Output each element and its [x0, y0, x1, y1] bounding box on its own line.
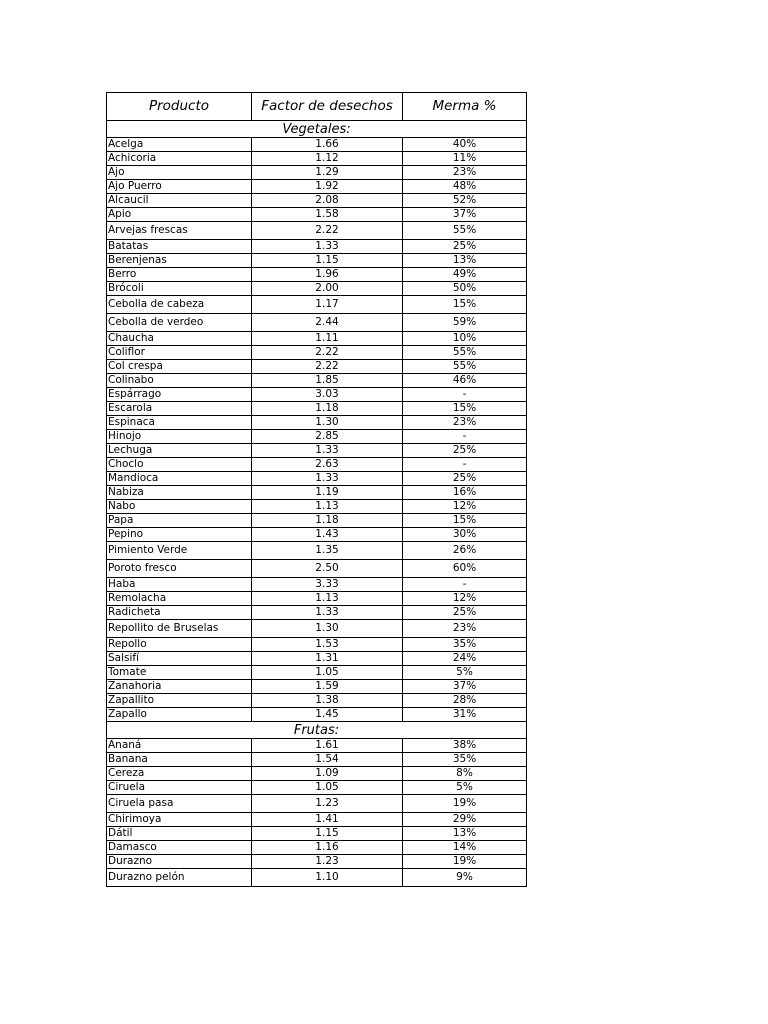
header-row: [107, 93, 527, 121]
table-row: [107, 208, 527, 222]
table-row: [107, 486, 527, 500]
table-row: [107, 314, 527, 332]
waste-factor-cell: 1.66: [252, 138, 403, 152]
product-name-cell: Durazno: [107, 855, 252, 869]
product-name-cell: Nabo: [107, 500, 252, 514]
product-name-cell: Durazno pelón: [107, 869, 252, 887]
table-row: [107, 620, 527, 638]
shrinkage-percent-cell: 48%: [403, 180, 527, 194]
shrinkage-percent-cell: 35%: [403, 753, 527, 767]
waste-factor-cell: 1.58: [252, 208, 403, 222]
product-name-cell: Escarola: [107, 402, 252, 416]
product-name-cell: Colinabo: [107, 374, 252, 388]
shrinkage-percent-cell: 11%: [403, 152, 527, 166]
shrinkage-percent-cell: -: [403, 458, 527, 472]
table-row: [107, 652, 527, 666]
shrinkage-percent-cell: 25%: [403, 240, 527, 254]
header-merma: Merma %: [403, 93, 527, 121]
product-name-cell: Chaucha: [107, 332, 252, 346]
waste-factor-cell: 1.33: [252, 472, 403, 486]
product-name-cell: Tomate: [107, 666, 252, 680]
shrinkage-percent-cell: -: [403, 430, 527, 444]
product-name-cell: Zapallo: [107, 708, 252, 722]
table-row: [107, 795, 527, 813]
table-row: [107, 472, 527, 486]
table-row: [107, 222, 527, 240]
product-name-cell: Pepino: [107, 528, 252, 542]
table-row: [107, 781, 527, 795]
table-row: [107, 869, 527, 887]
table-row: [107, 855, 527, 869]
table-row: [107, 296, 527, 314]
product-name-cell: Radicheta: [107, 606, 252, 620]
product-name-cell: Cereza: [107, 767, 252, 781]
product-name-cell: Repollo: [107, 638, 252, 652]
product-name-cell: Ciruela: [107, 781, 252, 795]
table-row: [107, 560, 527, 578]
shrinkage-percent-cell: 25%: [403, 444, 527, 458]
product-name-cell: Arvejas frescas: [107, 222, 252, 240]
table-row: [107, 606, 527, 620]
product-name-cell: Apio: [107, 208, 252, 222]
waste-factor-cell: 1.33: [252, 444, 403, 458]
waste-factor-cell: 1.23: [252, 795, 403, 813]
product-name-cell: Haba: [107, 578, 252, 592]
waste-factor-cell: 2.63: [252, 458, 403, 472]
waste-factor-cell: 1.29: [252, 166, 403, 180]
product-name-cell: Berro: [107, 268, 252, 282]
shrinkage-percent-cell: 25%: [403, 472, 527, 486]
product-name-cell: Dátil: [107, 827, 252, 841]
table-row: [107, 166, 527, 180]
waste-factor-cell: 2.22: [252, 222, 403, 240]
waste-factor-cell: 1.96: [252, 268, 403, 282]
shrinkage-percent-cell: 59%: [403, 314, 527, 332]
shrinkage-percent-cell: 23%: [403, 166, 527, 180]
table-row: [107, 430, 527, 444]
shrinkage-percent-cell: 15%: [403, 402, 527, 416]
product-name-cell: Lechuga: [107, 444, 252, 458]
product-name-cell: Espárrago: [107, 388, 252, 402]
shrinkage-percent-cell: 5%: [403, 666, 527, 680]
waste-factor-cell: 1.61: [252, 739, 403, 753]
section-row: [107, 121, 527, 138]
product-name-cell: Cebolla de cabeza: [107, 296, 252, 314]
header-producto: Producto: [107, 93, 252, 121]
shrinkage-percent-cell: 23%: [403, 416, 527, 430]
table-row: [107, 416, 527, 430]
product-name-cell: Cebolla de verdeo: [107, 314, 252, 332]
shrinkage-percent-cell: 55%: [403, 346, 527, 360]
shrinkage-percent-cell: 9%: [403, 869, 527, 887]
table-row: [107, 542, 527, 560]
product-name-cell: Berenjenas: [107, 254, 252, 268]
product-name-cell: Remolacha: [107, 592, 252, 606]
shrinkage-percent-cell: 29%: [403, 813, 527, 827]
table-row: [107, 268, 527, 282]
shrinkage-percent-cell: 13%: [403, 827, 527, 841]
waste-factor-cell: 1.18: [252, 402, 403, 416]
shrinkage-percent-cell: -: [403, 388, 527, 402]
section-title: Vegetales:: [107, 121, 527, 138]
shrinkage-percent-cell: 50%: [403, 282, 527, 296]
waste-factor-cell: 1.53: [252, 638, 403, 652]
shrinkage-percent-cell: 37%: [403, 208, 527, 222]
product-name-cell: Alcaucil: [107, 194, 252, 208]
product-name-cell: Zapallito: [107, 694, 252, 708]
waste-factor-cell: 1.45: [252, 708, 403, 722]
product-name-cell: Pimiento Verde: [107, 542, 252, 560]
product-name-cell: Ciruela pasa: [107, 795, 252, 813]
product-name-cell: Poroto fresco: [107, 560, 252, 578]
waste-factor-cell: 1.19: [252, 486, 403, 500]
product-name-cell: Choclo: [107, 458, 252, 472]
table-row: [107, 666, 527, 680]
shrinkage-percent-cell: 5%: [403, 781, 527, 795]
shrinkage-percent-cell: -: [403, 578, 527, 592]
shrinkage-percent-cell: 12%: [403, 592, 527, 606]
waste-factor-cell: 1.41: [252, 813, 403, 827]
shrinkage-percent-cell: 24%: [403, 652, 527, 666]
shrinkage-percent-cell: 31%: [403, 708, 527, 722]
product-name-cell: Achicoria: [107, 152, 252, 166]
table-row: [107, 680, 527, 694]
waste-factor-cell: 1.12: [252, 152, 403, 166]
waste-factor-cell: 1.17: [252, 296, 403, 314]
shrinkage-percent-cell: 35%: [403, 638, 527, 652]
waste-factor-cell: 2.08: [252, 194, 403, 208]
waste-factor-cell: 1.13: [252, 592, 403, 606]
shrinkage-percent-cell: 19%: [403, 855, 527, 869]
waste-factor-cell: 1.15: [252, 827, 403, 841]
waste-factor-cell: 1.33: [252, 240, 403, 254]
table-row: [107, 282, 527, 296]
waste-factor-cell: 1.18: [252, 514, 403, 528]
shrinkage-percent-cell: 38%: [403, 739, 527, 753]
shrinkage-percent-cell: 10%: [403, 332, 527, 346]
shrinkage-percent-cell: 14%: [403, 841, 527, 855]
shrinkage-percent-cell: 28%: [403, 694, 527, 708]
shrinkage-percent-cell: 15%: [403, 296, 527, 314]
table-row: [107, 254, 527, 268]
waste-factor-cell: 1.35: [252, 542, 403, 560]
shrinkage-percent-cell: 55%: [403, 222, 527, 240]
product-name-cell: Ajo: [107, 166, 252, 180]
table-row: [107, 694, 527, 708]
shrinkage-percent-cell: 26%: [403, 542, 527, 560]
table-row: [107, 739, 527, 753]
waste-factor-cell: 1.33: [252, 606, 403, 620]
waste-factor-cell: 2.00: [252, 282, 403, 296]
header-factor: Factor de desechos: [252, 93, 403, 121]
table-row: [107, 592, 527, 606]
shrinkage-percent-cell: 13%: [403, 254, 527, 268]
table-row: [107, 180, 527, 194]
table-row: [107, 638, 527, 652]
shrinkage-percent-cell: 37%: [403, 680, 527, 694]
waste-factor-cell: 2.22: [252, 346, 403, 360]
product-name-cell: Ajo Puerro: [107, 180, 252, 194]
shrinkage-percent-cell: 16%: [403, 486, 527, 500]
shrinkage-percent-cell: 40%: [403, 138, 527, 152]
waste-factor-cell: 1.54: [252, 753, 403, 767]
table-row: [107, 444, 527, 458]
waste-factor-cell: 1.13: [252, 500, 403, 514]
table-row: [107, 827, 527, 841]
shrinkage-percent-cell: 15%: [403, 514, 527, 528]
shrinkage-percent-cell: 23%: [403, 620, 527, 638]
shrinkage-percent-cell: 55%: [403, 360, 527, 374]
section-title: Frutas:: [107, 722, 527, 739]
product-name-cell: Repollito de Bruselas: [107, 620, 252, 638]
shrinkage-percent-cell: 8%: [403, 767, 527, 781]
product-name-cell: Nabiza: [107, 486, 252, 500]
waste-factor-cell: 3.03: [252, 388, 403, 402]
table-row: [107, 152, 527, 166]
waste-factor-cell: 1.05: [252, 666, 403, 680]
waste-factor-cell: 2.22: [252, 360, 403, 374]
shrinkage-percent-cell: 25%: [403, 606, 527, 620]
shrinkage-percent-cell: 46%: [403, 374, 527, 388]
product-name-cell: Acelga: [107, 138, 252, 152]
product-name-cell: Brócoli: [107, 282, 252, 296]
waste-factor-cell: 1.31: [252, 652, 403, 666]
table-row: [107, 402, 527, 416]
shrinkage-percent-cell: 49%: [403, 268, 527, 282]
waste-factor-cell: 1.43: [252, 528, 403, 542]
waste-factor-cell: 2.85: [252, 430, 403, 444]
waste-factor-cell: 1.30: [252, 620, 403, 638]
table-row: [107, 240, 527, 254]
product-name-cell: Salsifí: [107, 652, 252, 666]
waste-factor-cell: 1.16: [252, 841, 403, 855]
product-name-cell: Coliflor: [107, 346, 252, 360]
shrinkage-percent-cell: 52%: [403, 194, 527, 208]
waste-factor-cell: 2.44: [252, 314, 403, 332]
shrinkage-percent-cell: 30%: [403, 528, 527, 542]
product-name-cell: Banana: [107, 753, 252, 767]
table-row: [107, 194, 527, 208]
table-row: [107, 346, 527, 360]
table-row: [107, 138, 527, 152]
table-row: [107, 514, 527, 528]
table-row: [107, 374, 527, 388]
product-name-cell: Zanahoria: [107, 680, 252, 694]
section-row: [107, 722, 527, 739]
table-row: [107, 708, 527, 722]
table-row: [107, 332, 527, 346]
product-name-cell: Damasco: [107, 841, 252, 855]
waste-factor-table: [106, 92, 527, 887]
waste-factor-cell: 1.23: [252, 855, 403, 869]
product-name-cell: Papa: [107, 514, 252, 528]
product-name-cell: Espinaca: [107, 416, 252, 430]
waste-factor-cell: 1.85: [252, 374, 403, 388]
table-row: [107, 767, 527, 781]
waste-factor-cell: 2.50: [252, 560, 403, 578]
table-row: [107, 388, 527, 402]
waste-factor-cell: 1.92: [252, 180, 403, 194]
shrinkage-percent-cell: 12%: [403, 500, 527, 514]
waste-factor-cell: 1.30: [252, 416, 403, 430]
product-name-cell: Ananá: [107, 739, 252, 753]
waste-factor-cell: 1.59: [252, 680, 403, 694]
waste-factor-cell: 1.10: [252, 869, 403, 887]
product-name-cell: Mandioca: [107, 472, 252, 486]
waste-factor-cell: 1.05: [252, 781, 403, 795]
waste-factor-cell: 1.11: [252, 332, 403, 346]
table-row: [107, 841, 527, 855]
table-row: [107, 528, 527, 542]
waste-factor-cell: 1.09: [252, 767, 403, 781]
table-row: [107, 360, 527, 374]
product-name-cell: Chirimoya: [107, 813, 252, 827]
table-row: [107, 813, 527, 827]
waste-factor-cell: 1.15: [252, 254, 403, 268]
product-name-cell: Batatas: [107, 240, 252, 254]
shrinkage-percent-cell: 19%: [403, 795, 527, 813]
table-row: [107, 578, 527, 592]
product-name-cell: Col crespa: [107, 360, 252, 374]
waste-factor-cell: 1.38: [252, 694, 403, 708]
waste-factor-cell: 3.33: [252, 578, 403, 592]
table-row: [107, 753, 527, 767]
table-row: [107, 458, 527, 472]
table-row: [107, 500, 527, 514]
shrinkage-percent-cell: 60%: [403, 560, 527, 578]
product-name-cell: Hinojo: [107, 430, 252, 444]
